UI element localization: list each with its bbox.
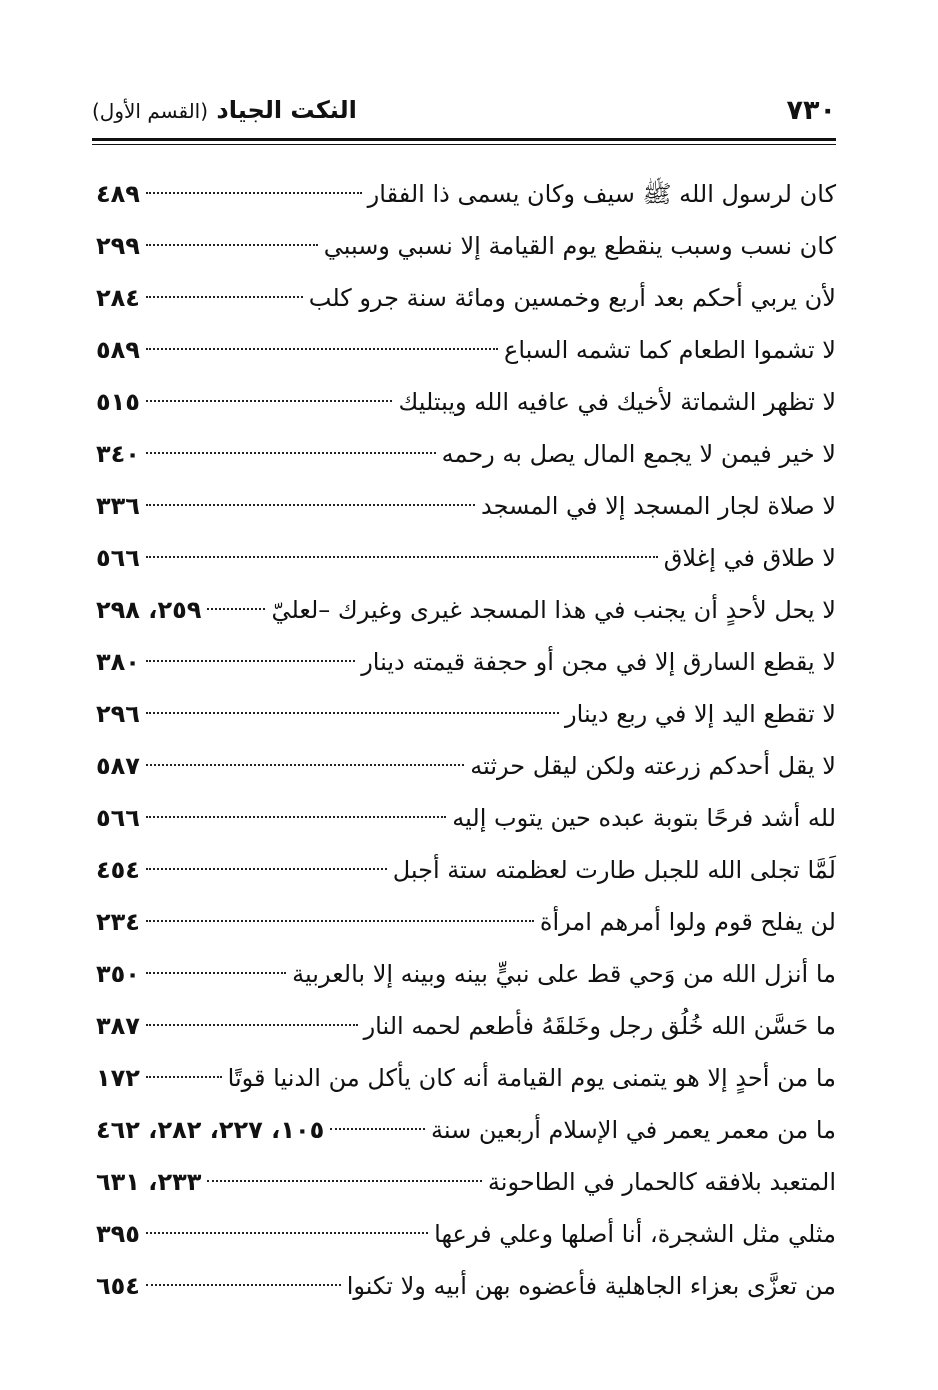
entry-pages: ٢٥٩، ٢٩٨ bbox=[96, 596, 202, 624]
entry-text: لا تشموا الطعام كما تشمه السباع bbox=[504, 336, 836, 364]
index-entry bbox=[96, 1000, 836, 1052]
dot-leader bbox=[146, 1232, 428, 1234]
entry-pages: ١٧٢ bbox=[96, 1064, 140, 1092]
entry-text: كان لرسول الله ﷺ سيف وكان يسمى ذا الفقار bbox=[367, 180, 836, 208]
index-entry bbox=[96, 168, 836, 220]
index-entry bbox=[96, 376, 836, 428]
entry-pages: ٥٨٩ bbox=[96, 336, 140, 364]
index-entry bbox=[96, 688, 836, 740]
index-entry bbox=[96, 1052, 836, 1104]
running-title bbox=[92, 96, 357, 124]
entry-text: لا طلاق في إغلاق bbox=[663, 544, 836, 572]
index-entry bbox=[96, 896, 836, 948]
index-entry bbox=[96, 324, 836, 376]
dot-leader bbox=[146, 868, 387, 870]
entry-pages: ٣٩٥ bbox=[96, 1220, 140, 1248]
entry-text: لا تقطع اليد إلا في ربع دينار bbox=[565, 700, 836, 728]
entry-pages: ٥١٥ bbox=[96, 388, 140, 416]
index-entry bbox=[96, 480, 836, 532]
index-entry bbox=[96, 428, 836, 480]
index-entry bbox=[96, 532, 836, 584]
entry-text: لا صلاة لجار المسجد إلا في المسجد bbox=[481, 492, 836, 520]
header-rule-thick bbox=[92, 138, 836, 141]
entry-text: لا يقل أحدكم زرعته ولكن ليقل حرثته bbox=[470, 752, 836, 780]
dot-leader bbox=[146, 556, 658, 558]
dot-leader bbox=[146, 1076, 222, 1078]
dot-leader bbox=[146, 972, 286, 974]
book-title: النكت الجياد bbox=[216, 96, 357, 124]
entry-text: ما من أحدٍ إلا هو يتمنى يوم القيامة أنه كان يأكل من الدنيا قوتًا bbox=[227, 1064, 836, 1092]
dot-leader bbox=[146, 296, 303, 298]
dot-leader bbox=[146, 1024, 358, 1026]
dot-leader bbox=[146, 660, 355, 662]
hadith-index-list bbox=[96, 168, 836, 1312]
entry-pages: ٣٨٠ bbox=[96, 648, 140, 676]
entry-pages: ٣٤٠ bbox=[96, 440, 140, 468]
entry-pages: ٣٥٠ bbox=[96, 960, 140, 988]
entry-pages: ٢٩٩ bbox=[96, 232, 140, 260]
entry-text: مثلي مثل الشجرة، أنا أصلها وعلي فرعها bbox=[434, 1220, 836, 1248]
dot-leader bbox=[207, 1180, 482, 1182]
dot-leader bbox=[146, 348, 498, 350]
entry-text: لن يفلح قوم ولوا أمرهم امرأة bbox=[539, 908, 836, 936]
entry-text: ما أنزل الله من وَحي قط على نبيٍّ بينه وبينه إلا بالعربية bbox=[292, 960, 836, 988]
dot-leader bbox=[146, 400, 393, 402]
entry-pages: ٢٣٣، ٦٣١ bbox=[96, 1168, 202, 1196]
index-entry bbox=[96, 948, 836, 1000]
entry-pages: ٤٨٩ bbox=[96, 180, 140, 208]
entry-text: المتعبد بلافقه كالحمار في الطاحونة bbox=[487, 1168, 836, 1196]
entry-pages: ٣٨٧ bbox=[96, 1012, 140, 1040]
book-subtitle: (القسم الأول) bbox=[92, 99, 209, 123]
dot-leader bbox=[146, 452, 436, 454]
index-entry bbox=[96, 272, 836, 324]
entry-pages: ٣٣٦ bbox=[96, 492, 140, 520]
entry-text: ما من معمر يعمر في الإسلام أربعين سنة bbox=[431, 1116, 836, 1144]
entry-pages: ٥٨٧ bbox=[96, 752, 140, 780]
index-entry bbox=[96, 1208, 836, 1260]
dot-leader bbox=[330, 1128, 425, 1130]
entry-text: كان نسب وسبب ينقطع يوم القيامة إلا نسبي وسببي bbox=[323, 232, 836, 260]
entry-pages: ٢٨٤ bbox=[96, 284, 140, 312]
index-entry bbox=[96, 792, 836, 844]
index-entry bbox=[96, 740, 836, 792]
dot-leader bbox=[146, 816, 446, 818]
index-entry bbox=[96, 636, 836, 688]
dot-leader bbox=[146, 764, 464, 766]
index-entry bbox=[96, 584, 836, 636]
entry-pages: ٥٦٦ bbox=[96, 804, 140, 832]
header-rule-thin bbox=[92, 144, 836, 145]
dot-leader bbox=[207, 608, 265, 610]
index-entry bbox=[96, 1156, 836, 1208]
dot-leader bbox=[146, 712, 559, 714]
entry-pages: ٢٩٦ bbox=[96, 700, 140, 728]
entry-text: من تعزَّى بعزاء الجاهلية فأعضوه بهن أبيه ولا تكنوا bbox=[346, 1272, 836, 1300]
entry-text: لا يقطع السارق إلا في مجن أو حجفة قيمته دينار bbox=[361, 648, 836, 676]
entry-pages: ٥٦٦ bbox=[96, 544, 140, 572]
index-entry bbox=[96, 1260, 836, 1312]
entry-pages: ٤٥٤ bbox=[96, 856, 140, 884]
dot-leader bbox=[146, 1284, 341, 1286]
dot-leader bbox=[146, 244, 318, 246]
index-entry bbox=[96, 220, 836, 272]
entry-text: لَمَّا تجلى الله للجبل طارت لعظمته ستة أجبل bbox=[392, 856, 836, 884]
entry-text: لله أشد فرحًا بتوبة عبده حين يتوب إليه bbox=[452, 804, 836, 832]
entry-text: لأن يربي أحكم بعد أربع وخمسين ومائة سنة جرو كلب bbox=[308, 284, 836, 312]
entry-pages: ١٠٥، ٢٢٧، ٢٨٢، ٤٦٢ bbox=[96, 1116, 325, 1144]
entry-pages: ٢٣٤ bbox=[96, 908, 140, 936]
entry-text: لا تظهر الشماتة لأخيك في عافيه الله ويبتليك bbox=[398, 388, 836, 416]
dot-leader bbox=[146, 504, 475, 506]
index-entry bbox=[96, 1104, 836, 1156]
entry-text: لا يحل لأحدٍ أن يجنب في هذا المسجد غيرى وغيرك –لعليّ bbox=[271, 596, 836, 624]
index-entry bbox=[96, 844, 836, 896]
entry-pages: ٦٥٤ bbox=[96, 1272, 140, 1300]
entry-text: ما حَسَّن الله خُلُق رجل وخَلقَهُ فأطعم لحمه النار bbox=[363, 1012, 836, 1040]
dot-leader bbox=[146, 920, 534, 922]
page-number: ٧٣٠ bbox=[786, 94, 836, 126]
entry-text: لا خير فيمن لا يجمع المال يصل به رحمه bbox=[441, 440, 836, 468]
page-header bbox=[92, 88, 836, 132]
dot-leader bbox=[146, 192, 362, 194]
